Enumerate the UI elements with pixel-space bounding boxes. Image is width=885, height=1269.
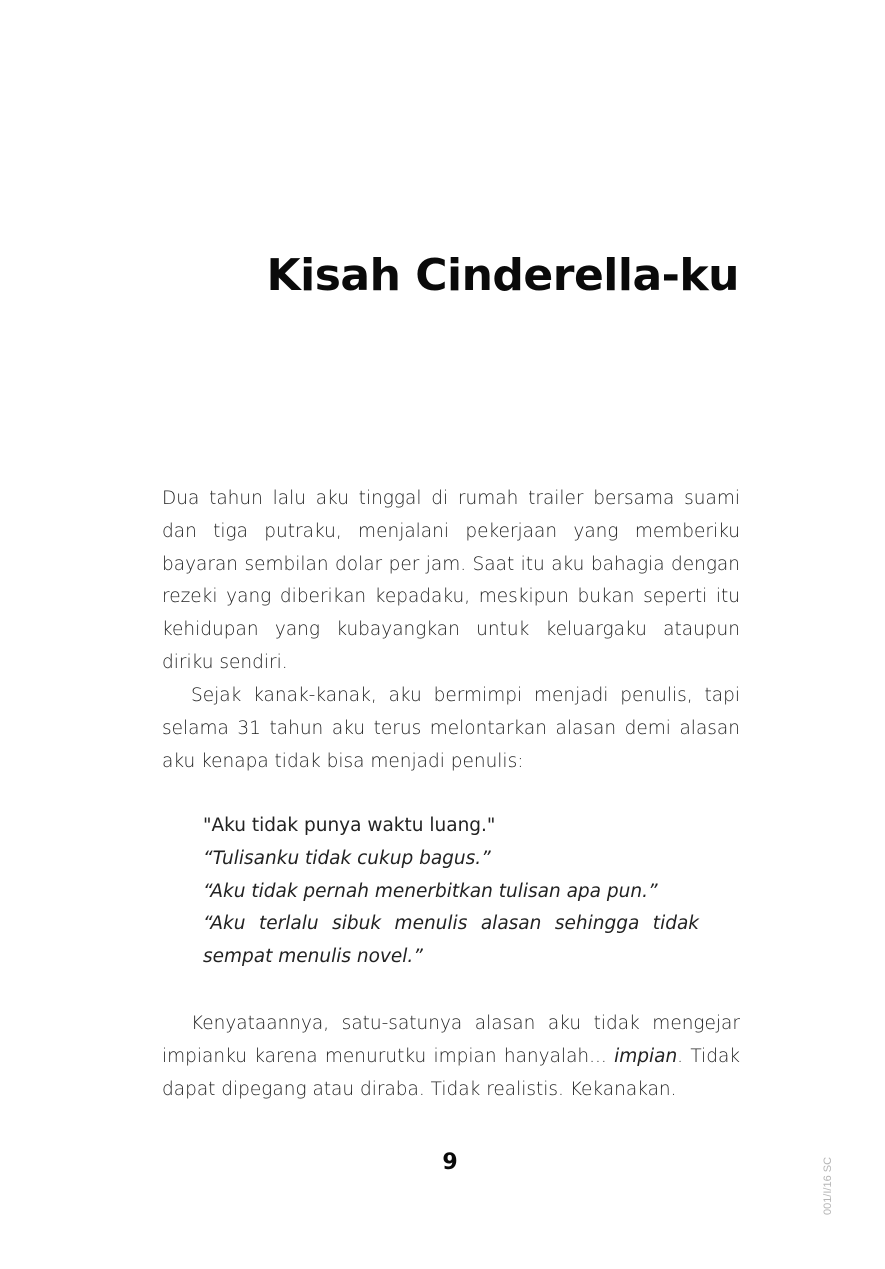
paragraph-text: [162, 1008, 740, 1106]
page-number: 9: [442, 1150, 458, 1175]
emphasized-word: impian: [614, 1045, 678, 1067]
paragraph-3: [162, 1008, 740, 1106]
quote-item: “Aku tidak pernah menerbitkan tulisan apa pun.”: [203, 880, 658, 902]
excuses-quote-list: [203, 810, 699, 974]
quote-item: “Aku terlalu sibuk menulis alasan sehingga tidak sempat menulis novel.”: [203, 913, 699, 968]
paragraph-text: Sejak kanak-kanak, aku bermimpi menjadi penulis, tapi selama 31 tahun aku terus melontarkan alasan demi alasan aku kenapa tidak bisa menjadi penulis:: [162, 685, 740, 772]
paragraph-2: [162, 680, 740, 778]
paragraph-text-end: . Tidak dapat dipegang atau diraba. Tidak realistis. Kekanakan.: [162, 1045, 740, 1100]
chapter-title: Kisah Cinderella-ku: [266, 250, 739, 301]
quote-item: “Tulisanku tidak cukup bagus.”: [203, 847, 491, 869]
paragraph-text-start: Kenyataannya, satu-satunya alasan aku tidak mengejar impianku karena menurutku impian hanyalah...: [162, 1013, 740, 1067]
paragraph-1: [162, 483, 740, 680]
print-code: 001/I/16 SC: [822, 1156, 834, 1216]
paragraph-text: Dua tahun lalu aku tinggal di rumah trailer bersama suami dan tiga putraku, menjalani pekerjaan yang memberiku bayaran sembilan dolar per jam. Saat itu aku bahagia dengan rezeki yang diberikan kepadaku, meskipun bukan seperti itu kehidupan yang kubayangkan untuk keluargaku ataupun diriku sendiri.: [162, 488, 740, 673]
quote-item: "Aku tidak punya waktu luang.": [203, 815, 496, 836]
